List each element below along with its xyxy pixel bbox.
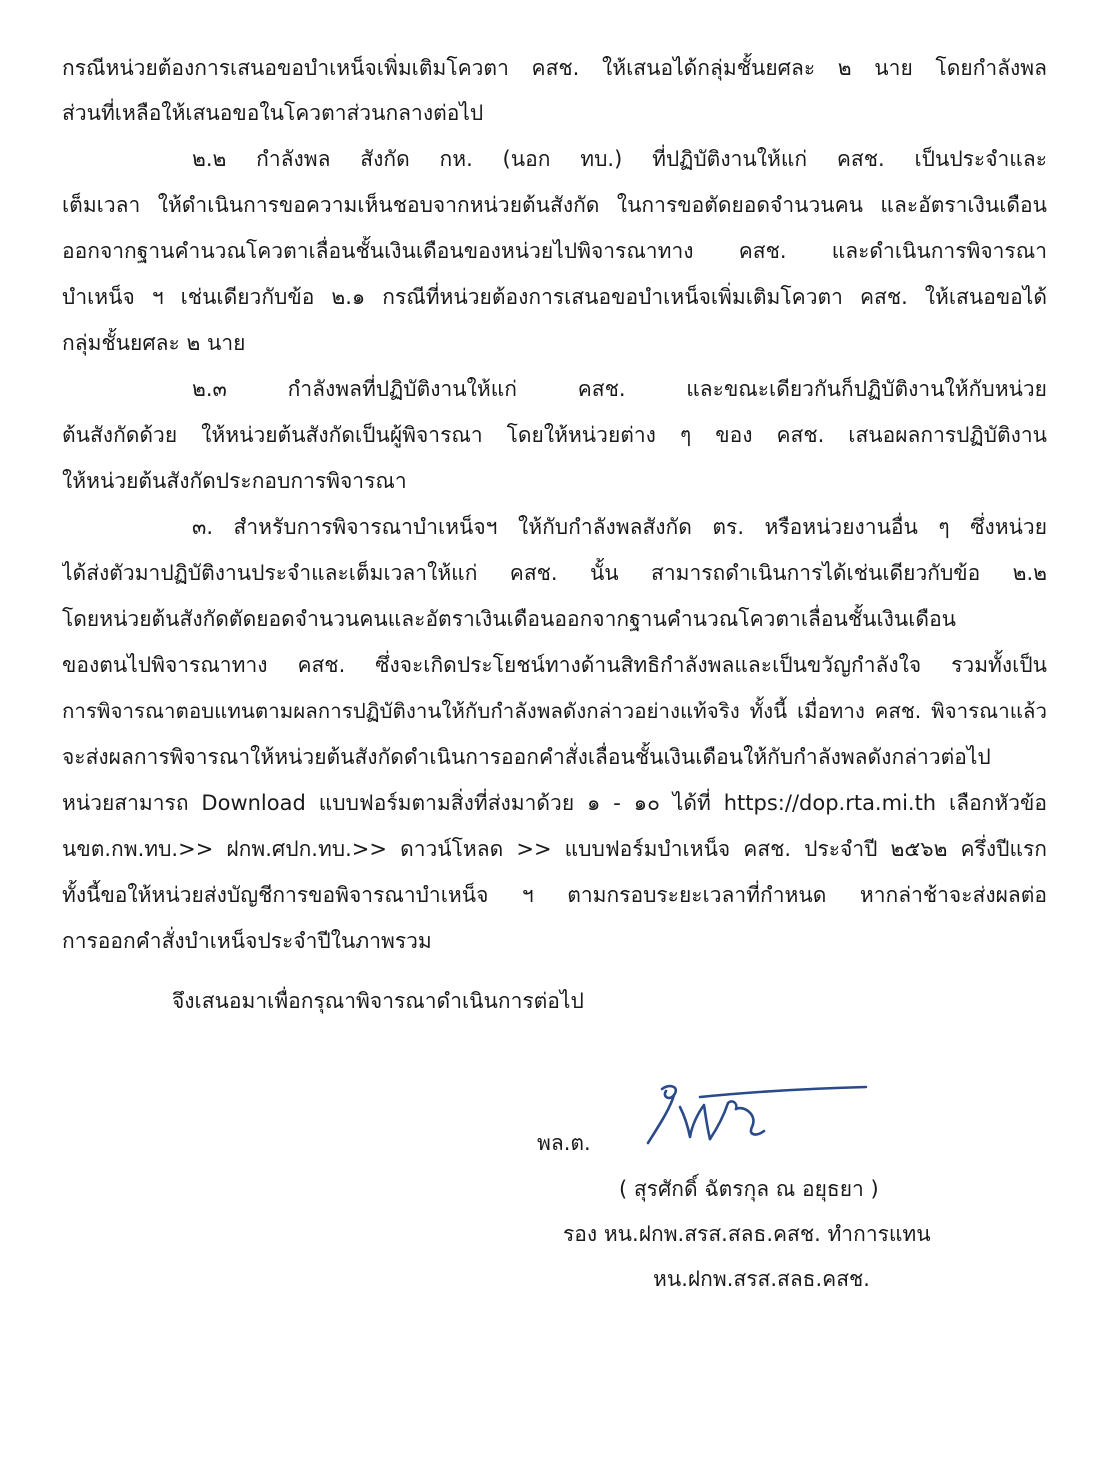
closing-line: จึงเสนอมาเพื่อกรุณาพิจารณาดำเนินการต่อไป <box>172 989 584 1013</box>
body-line: ต้นสังกัดด้วย ให้หน่วยต้นสังกัดเป็นผู้พิจารณา โดยให้หน่วยต่าง ๆ ของ คสช. เสนอผลการปฏิบัติงาน <box>62 423 1047 447</box>
body-line: ทั้งนี้ขอให้หน่วยส่งบัญชีการขอพิจารณาบำเหน็จ ฯ ตามกรอบระยะเวลาที่กำหนด หากล่าช้าจะส่งผลต่อ <box>62 883 1047 907</box>
body-line: ได้ส่งตัวมาปฏิบัติงานประจำและเต็มเวลาให้แก่ คสช. นั้น สามารถดำเนินการได้เช่นเดียวกับข้อ ๒.๒ <box>62 561 1047 585</box>
signatory-name: ( สุรศักดิ์ ฉัตรกุล ณ อยุธยา ) <box>619 1177 879 1201</box>
body-line: กลุ่มชั้นยศละ ๒ นาย <box>62 331 246 355</box>
signatory-position: หน.ฝกพ.สรส.สลธ.คสช. <box>653 1267 870 1291</box>
body-line: การพิจารณาตอบแทนตามผลการปฏิบัติงานให้กับกำลังพลดังกล่าวอย่างแท้จริง ทั้งนี้ เมื่อทาง คสช. พิจารณาแล้ว <box>62 699 1047 723</box>
signatory-position-acting: รอง หน.ฝกพ.สรส.สลธ.คสช. ทำการแทน <box>563 1222 931 1246</box>
body-line: จะส่งผลการพิจารณาให้หน่วยต้นสังกัดดำเนินการออกคำสั่งเลื่อนชั้นเงินเดือนให้กับกำลังพลดังกล่าวต่อไป <box>62 745 991 769</box>
download-path-line: นขต.กพ.ทบ.>> ฝกพ.ศปก.ทบ.>> ดาวน์โหลด >> แบบฟอร์มบำเหน็จ คสช. ประจำปี ๒๕๖๒ ครึ่งปีแรก <box>62 837 1047 861</box>
body-line: ของตนไปพิจารณาทาง คสช. ซึ่งจะเกิดประโยชน์ทางด้านสิทธิกำลังพลและเป็นขวัญกำลังใจ รวมทั้งเป็น <box>62 653 1047 677</box>
body-line: ออกจากฐานคำนวณโควตาเลื่อนชั้นเงินเดือนของหน่วยไปพิจารณาทาง คสช. และดำเนินการพิจารณา <box>62 239 1047 263</box>
body-line: บำเหน็จ ฯ เช่นเดียวกับข้อ ๒.๑ กรณีที่หน่วยต้องการเสนอขอบำเหน็จเพิ่มเติมโควตา คสช. ให้เสนอขอได้ <box>62 285 1047 309</box>
clause-2-2-line: ๒.๒ กำลังพล สังกัด กห. (นอก ทบ.) ที่ปฏิบัติงานให้แก่ คสช. เป็นประจำและ <box>192 147 1047 171</box>
body-line: ส่วนที่เหลือให้เสนอขอในโควตาส่วนกลางต่อไป <box>62 101 484 125</box>
body-line: ให้หน่วยต้นสังกัดประกอบการพิจารณา <box>62 469 407 493</box>
handwritten-signature <box>640 1075 880 1165</box>
download-instruction-line: หน่วยสามารถ Download แบบฟอร์มตามสิ่งที่ส่งมาด้วย ๑ - ๑๐ ได้ที่ https://dop.rta.mi.th เลือกหัวข้อ <box>62 791 1047 815</box>
clause-3-line: ๓. สำหรับการพิจารณาบำเหน็จฯ ให้กับกำลังพลสังกัด ตร. หรือหน่วยงานอื่น ๆ ซึ่งหน่วย <box>192 515 1047 539</box>
body-line: โดยหน่วยต้นสังกัดตัดยอดจำนวนคนและอัตราเงินเดือนออกจากฐานคำนวณโควตาเลื่อนชั้นเงินเดือน <box>62 607 957 631</box>
body-line: กรณีหน่วยต้องการเสนอขอบำเหน็จเพิ่มเติมโควตา คสช. ให้เสนอได้กลุ่มชั้นยศละ ๒ นาย โดยกำลังพล <box>62 56 1047 80</box>
signatory-rank: พล.ต. <box>537 1131 591 1155</box>
body-line: เต็มเวลา ให้ดำเนินการขอความเห็นชอบจากหน่วยต้นสังกัด ในการขอตัดยอดจำนวนคน และอัตราเงินเดือน <box>62 193 1047 217</box>
clause-2-3-line: ๒.๓ กำลังพลที่ปฏิบัติงานให้แก่ คสช. และขณะเดียวกันก็ปฏิบัติงานให้กับหน่วย <box>192 377 1047 401</box>
body-line: การออกคำสั่งบำเหน็จประจำปีในภาพรวม <box>62 929 432 953</box>
